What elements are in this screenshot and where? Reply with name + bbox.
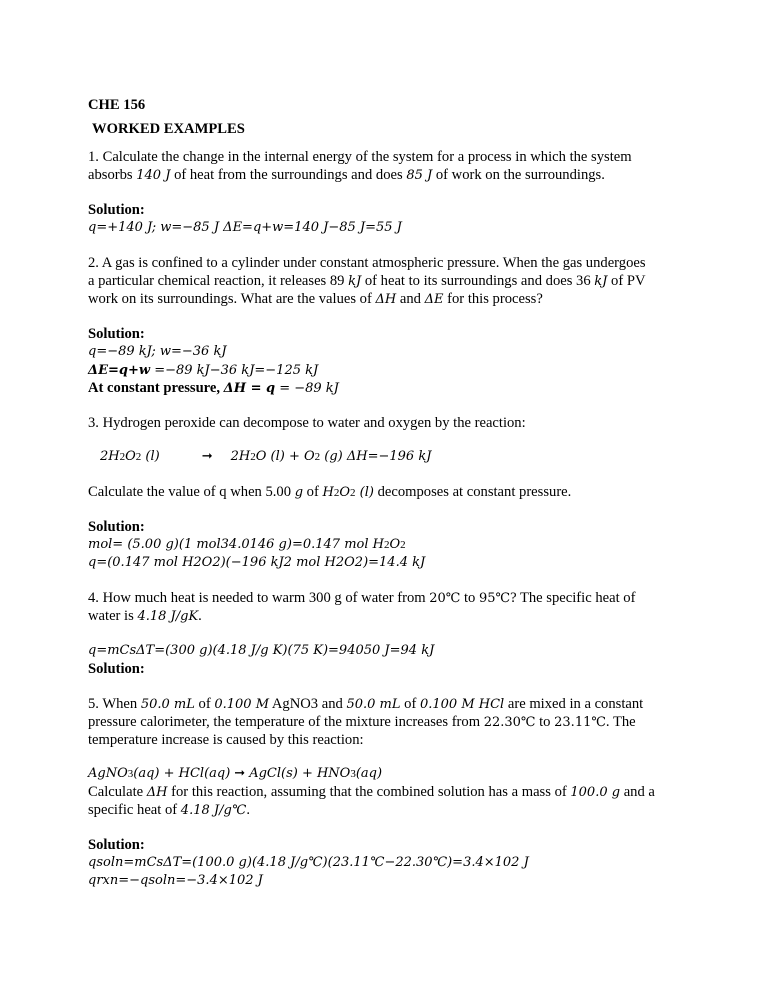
q3-solution-label: Solution: [88, 519, 145, 535]
q3-reaction-equation: 2H2O2 (l) ➞ 2H2O (l) + O2 (g) ΔH=−196 kJ [100, 449, 432, 464]
q3-line-1: 3. Hydrogen peroxide can decompose to water and oxygen by the reaction: [88, 415, 526, 431]
q3-line-2: Calculate the value of q when 5.00 g of H2O2 (l) decomposes at constant pressure. [88, 484, 572, 500]
q1-solution-label: Solution: [88, 202, 145, 218]
reaction-arrow-icon: ➞ [234, 766, 246, 781]
q5-line-5: specific heat of 4.18 J/g℃. [88, 802, 250, 818]
q2-solution-label: Solution: [88, 326, 145, 342]
q4-line-2: water is 4.18 J/gK. [88, 608, 202, 624]
q2-solution-line-2: ΔE=q+w =−89 kJ−36 kJ=−125 kJ [88, 363, 319, 378]
q2-line-2: a particular chemical reaction, it releases 89 kJ of heat to its surroundings and does 36 kJ of PV [88, 273, 646, 289]
q2-line-1: 2. A gas is confined to a cylinder under constant atmospheric pressure. When the gas undergoes [88, 255, 646, 271]
q4-solution-label: Solution: [88, 661, 145, 677]
q5-reaction-equation: AgNO3(aq) + HCl(aq) ➞ AgCl(s) + HNO3(aq) [88, 766, 383, 781]
q5-solution-line-1: qsoln=mCsΔT=(100.0 g)(4.18 J/g℃)(23.11℃−22.30℃)=3.4×102 J [88, 855, 529, 870]
q2-line-3: work on its surroundings. What are the values of ΔH and ΔE for this process? [88, 291, 543, 307]
heading-worked-examples: WORKED EXAMPLES [92, 121, 245, 137]
q5-solution-line-2: qrxn=−qsoln=−3.4×102 J [88, 873, 263, 888]
q5-line-1: 5. When 50.0 mL of 0.100 M AgNO3 and 50.0 mL of 0.100 M HCl are mixed in a constant [88, 696, 644, 712]
q3-solution-line-1: mol= (5.00 g)(1 mol34.0146 g)=0.147 mol H2O2 [88, 537, 406, 552]
q2-solution-line-3: At constant pressure, ΔH = q = −89 kJ [88, 380, 339, 396]
reaction-arrow-icon: ➞ [201, 449, 213, 464]
q5-line-3: temperature increase is caused by this reaction: [88, 732, 364, 748]
q1-line-1: 1. Calculate the change in the internal energy of the system for a process in which the system [88, 149, 632, 165]
q5-solution-label: Solution: [88, 837, 145, 853]
q4-solution-line: q=mCsΔT=(300 g)(4.18 J/g K)(75 K)=94050 J=94 kJ [88, 643, 435, 658]
q2-solution-line-1: q=−89 kJ; w=−36 kJ [88, 344, 227, 359]
q3-solution-line-2: q=(0.147 mol H2O2)(−196 kJ2 mol H2O2)=14.4 kJ [88, 555, 426, 570]
q1-solution-line: q=+140 J; w=−85 J ΔE=q+w=140 J−85 J=55 J [88, 220, 402, 235]
q5-line-2: pressure calorimeter, the temperature of the mixture increases from 22.30℃ to 23.11℃. The [88, 714, 636, 730]
q1-line-2: absorbs 140 J of heat from the surroundings and does 85 J of work on the surroundings. [88, 167, 605, 183]
q4-line-1: 4. How much heat is needed to warm 300 g of water from 20℃ to 95℃? The specific heat of [88, 590, 636, 606]
course-code: CHE 156 [88, 97, 146, 113]
q5-line-4: Calculate ΔH for this reaction, assuming that the combined solution has a mass of 100.0 g and a [88, 784, 655, 800]
